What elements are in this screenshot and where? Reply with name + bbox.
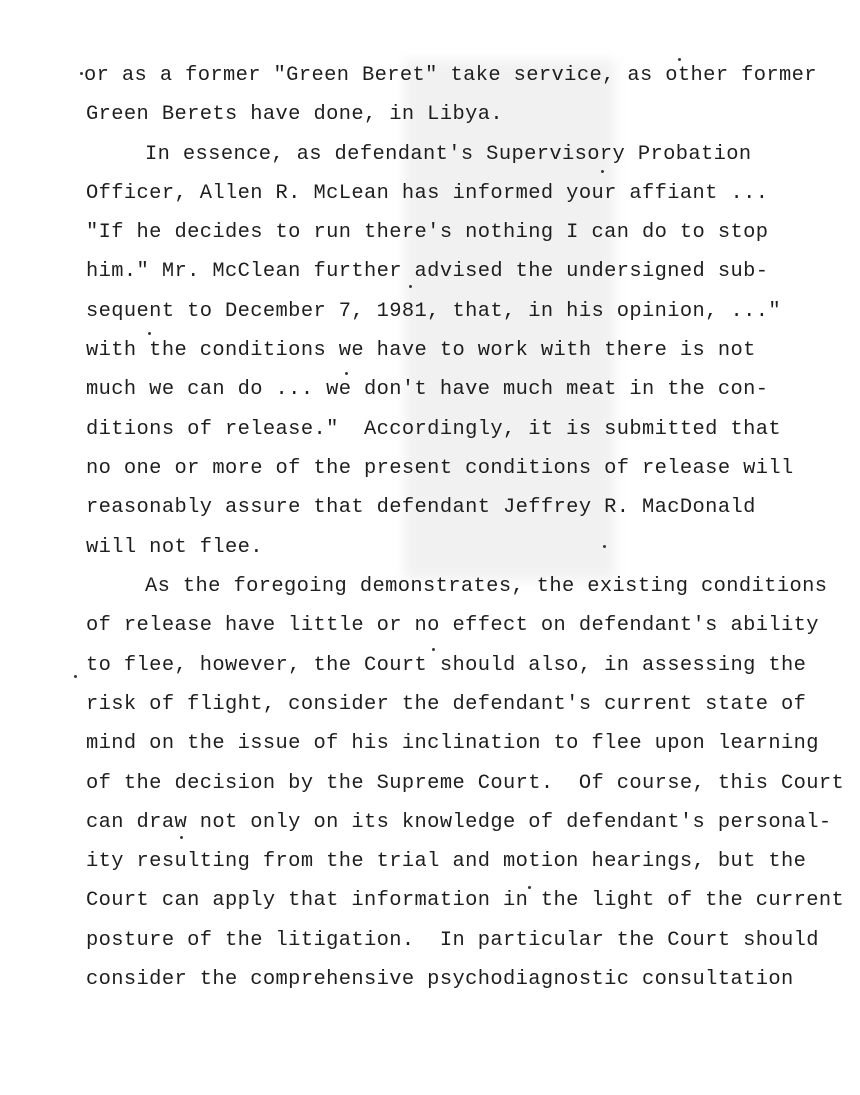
text-line: risk of flight, consider the defendant's current state of [86, 693, 807, 716]
text-line: sequent to December 7, 1981, that, in his opinion, ..." [86, 300, 782, 323]
text-line: Green Berets have done, in Libya. [86, 103, 504, 126]
scan-speck [74, 675, 77, 678]
text-line: Officer, Allen R. McLean has informed your affiant ... [86, 182, 769, 205]
text-line: much we can do ... we don't have much meat in the con- [86, 378, 769, 401]
scan-speck [432, 648, 435, 651]
text-line: consider the comprehensive psychodiagnostic consultation [86, 968, 794, 991]
scan-speck [345, 372, 348, 375]
text-line: As the foregoing demonstrates, the existing conditions [145, 575, 828, 598]
text-line: no one or more of the present conditions of release will [86, 457, 794, 480]
text-line: Court can apply that information in the light of the current [86, 889, 845, 912]
text-line: to flee, however, the Court should also, in assessing the [86, 654, 807, 677]
text-line: of release have little or no effect on defendant's ability [86, 614, 819, 637]
scan-speck [80, 72, 83, 75]
scan-speck [148, 332, 151, 335]
text-line: or as a former "Green Beret" take service, as other former [84, 64, 817, 87]
text-line: will not flee. [86, 536, 263, 559]
scan-speck [601, 170, 604, 173]
text-line: can draw not only on its knowledge of defendant's personal- [86, 811, 832, 834]
scan-speck [180, 836, 183, 839]
text-line: ity resulting from the trial and motion hearings, but the [86, 850, 807, 873]
text-line: reasonably assure that defendant Jeffrey R. MacDonald [86, 496, 756, 519]
text-line: of the decision by the Supreme Court. Of course, this Court [86, 772, 845, 795]
scan-speck [409, 285, 412, 288]
text-line: mind on the issue of his inclination to flee upon learning [86, 732, 819, 755]
text-line: with the conditions we have to work with there is not [86, 339, 756, 362]
scan-speck [603, 545, 606, 548]
text-line: ditions of release." Accordingly, it is submitted that [86, 418, 782, 441]
text-line: In essence, as defendant's Supervisory Probation [145, 143, 752, 166]
text-line: posture of the litigation. In particular the Court should [86, 929, 819, 952]
text-line: "If he decides to run there's nothing I can do to stop [86, 221, 769, 244]
text-line: him." Mr. McClean further advised the undersigned sub- [86, 260, 769, 283]
scan-speck [678, 58, 681, 61]
